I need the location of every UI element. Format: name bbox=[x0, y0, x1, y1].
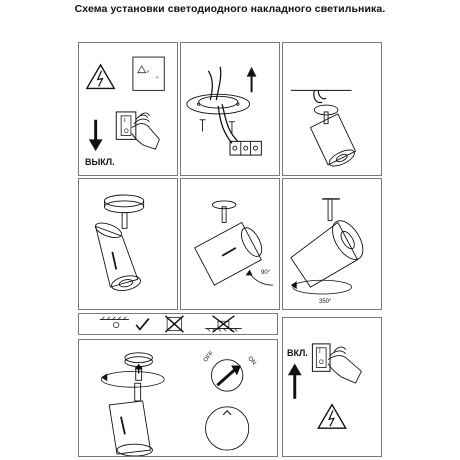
electric-hazard-icon bbox=[87, 65, 114, 89]
hand-icon bbox=[328, 347, 361, 383]
luminaire-icon bbox=[195, 201, 266, 285]
dial-on-label: ON bbox=[246, 355, 257, 367]
surface-wrong-icon bbox=[205, 316, 241, 332]
svg-text:b: b bbox=[156, 74, 159, 80]
step-3-connect-luminaire-panel bbox=[282, 42, 382, 176]
dial-off-label: OFF bbox=[202, 350, 216, 364]
page-title: Схема установки светодиодного накладного светильника. bbox=[74, 3, 386, 15]
step-1-power-off-panel bbox=[78, 42, 178, 176]
arrow-down-icon bbox=[89, 120, 103, 151]
luminaire-icon bbox=[101, 353, 164, 456]
on-label: ВКЛ. bbox=[287, 348, 308, 358]
wires-icon bbox=[314, 90, 326, 102]
luminaire-icon bbox=[310, 105, 356, 169]
lens-icon bbox=[206, 407, 249, 450]
step-2-mounting-base-panel bbox=[180, 42, 280, 176]
step-4-assembled-luminaire-panel bbox=[78, 178, 178, 310]
switch-label-off: O bbox=[124, 129, 129, 135]
luminaire-icon bbox=[291, 199, 369, 287]
switch-label-on: I bbox=[319, 349, 321, 355]
surface-wrong-icon bbox=[165, 316, 183, 332]
dial-icon bbox=[211, 360, 242, 391]
step-6-rotate-panel bbox=[282, 178, 382, 310]
switch-label-off: O bbox=[319, 360, 324, 366]
luminaire-icon bbox=[93, 195, 143, 293]
arrow-up-icon bbox=[247, 67, 257, 92]
rotate-arrow-icon bbox=[291, 280, 352, 294]
svg-text:a: a bbox=[146, 68, 149, 74]
switch-label-on: I bbox=[124, 118, 126, 124]
step-9-power-on-panel bbox=[282, 317, 382, 457]
off-label: ВЫКЛ. bbox=[85, 157, 115, 167]
angle-label-90: 90° bbox=[261, 270, 271, 276]
terminal-block-icon bbox=[230, 141, 261, 155]
electric-hazard-icon bbox=[318, 405, 345, 429]
step-5-tilt-panel bbox=[180, 178, 280, 310]
arrow-up-icon bbox=[288, 363, 302, 398]
mounting-surface-panel bbox=[78, 313, 278, 335]
fuse-box-icon bbox=[133, 57, 164, 90]
angle-label-350: 350° bbox=[319, 299, 332, 305]
surface-ok-icon bbox=[100, 317, 149, 330]
screw-icon bbox=[200, 120, 235, 134]
wall-switch-icon bbox=[312, 344, 330, 371]
wires-icon bbox=[208, 67, 237, 143]
step-8-lens-dial-panel bbox=[78, 339, 278, 457]
